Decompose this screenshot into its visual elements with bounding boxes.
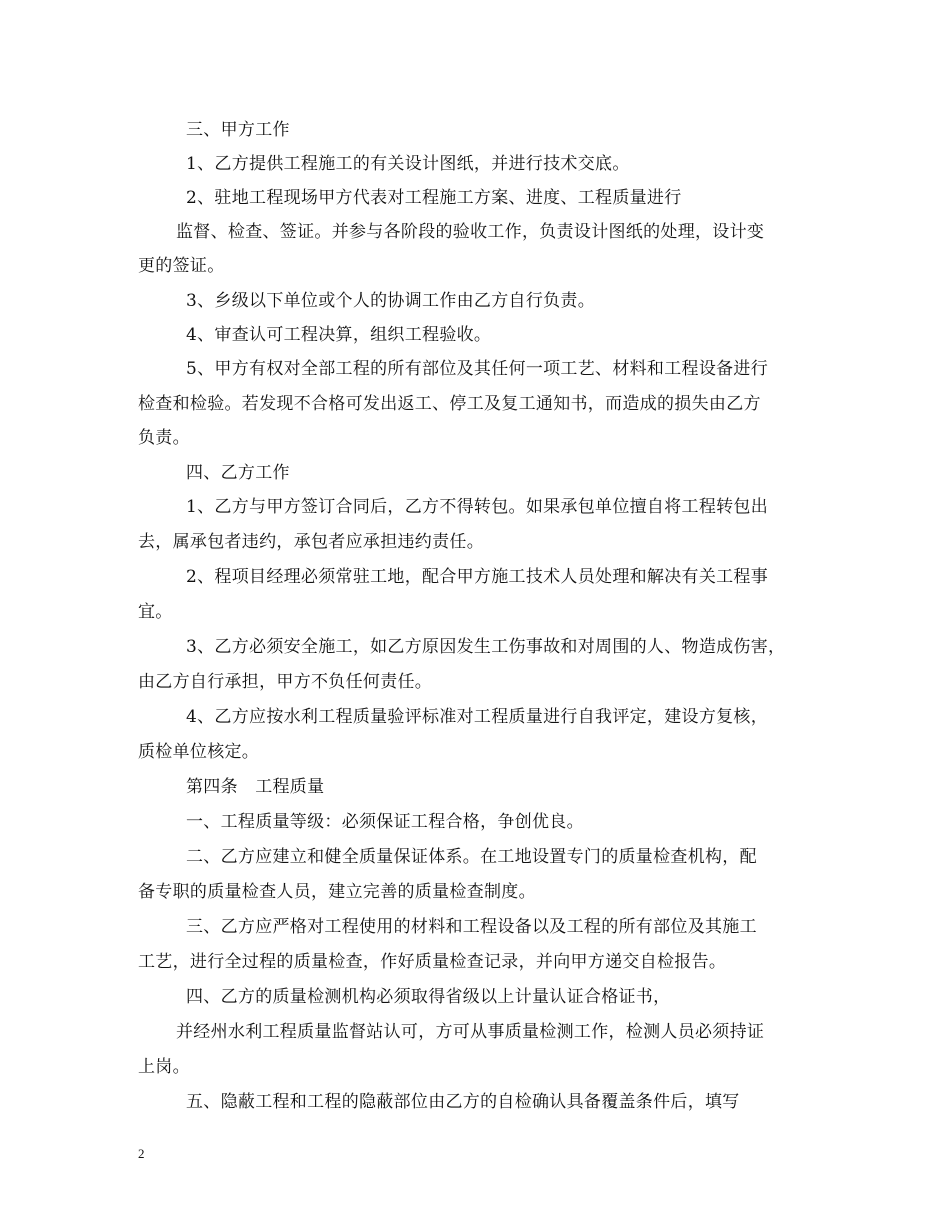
text-line: 质检单位核定。	[138, 742, 260, 762]
text-line: 更的签证。	[138, 256, 225, 276]
text-line: 工艺，进行全过程的质量检查，作好质量检查记录，并向甲方递交自检报告。	[138, 952, 727, 972]
text-line: 并经州水利工程质量监督站认可，方可从事质量检测工作，检测人员必须持证	[176, 1022, 765, 1042]
text-line: 3、乡级以下单位或个人的协调工作由乙方自行负责。	[186, 291, 596, 311]
text-line: 1、乙方提供工程施工的有关设计图纸，并进行技术交底。	[186, 154, 630, 174]
text-line: 宜。	[138, 602, 173, 622]
text-line: 4、乙方应按水利工程质量验评标准对工程质量进行自我评定，建设方复核，	[186, 707, 769, 727]
text-line: 4、审查认可工程决算，组织工程验收。	[186, 325, 492, 345]
text-line: 上岗。	[138, 1057, 190, 1077]
text-line: 五、隐蔽工程和工程的隐蔽部位由乙方的自检确认具备覆盖条件后，填写	[186, 1092, 740, 1112]
text-line: 5、甲方有权对全部工程的所有部位及其任何一项工艺、材料和工程设备进行	[186, 359, 769, 379]
text-line: 由乙方自行承担，甲方不负任何责任。	[138, 672, 433, 692]
text-line: 四、乙方的质量检测机构必须取得省级以上计量认证合格证书，	[186, 987, 671, 1007]
text-line: 去，属承包者违约，承包者应承担违约责任。	[138, 532, 484, 552]
text-line: 检查和检验。若发现不合格可发出返工、停工及复工通知书，而造成的损失由乙方	[138, 394, 761, 414]
text-line: 三、乙方应严格对工程使用的材料和工程设备以及工程的所有部位及其施工	[186, 917, 757, 937]
text-line: 2、程项目经理必须常驻工地，配合甲方施工技术人员处理和解决有关工程事	[186, 567, 769, 587]
text-line: 备专职的质量检查人员，建立完善的质量检查制度。	[138, 882, 536, 902]
page-number: 2	[138, 1146, 145, 1161]
text-line: 2、驻地工程现场甲方代表对工程施工方案、进度、工程质量进行	[186, 188, 682, 208]
section-heading: 四、乙方工作	[186, 463, 290, 483]
text-line: 负责。	[138, 428, 190, 448]
section-heading: 三、甲方工作	[186, 120, 290, 140]
text-line: 一、工程质量等级：必须保证工程合格，争创优良。	[186, 812, 584, 832]
text-line: 二、乙方应建立和健全质量保证体系。在工地设置专门的质量检查机构，配	[186, 847, 757, 867]
text-line: 1、乙方与甲方签订合同后，乙方不得转包。如果承包单位擅自将工程转包出	[186, 497, 769, 517]
text-line: 3、乙方必须安全施工，如乙方原因发生工伤事故和对周围的人、物造成伤害，	[186, 637, 786, 657]
article-heading: 第四条 工程质量	[186, 777, 325, 797]
text-line: 监督、检查、签证。并参与各阶段的验收工作，负责设计图纸的处理，设计变	[176, 222, 765, 242]
